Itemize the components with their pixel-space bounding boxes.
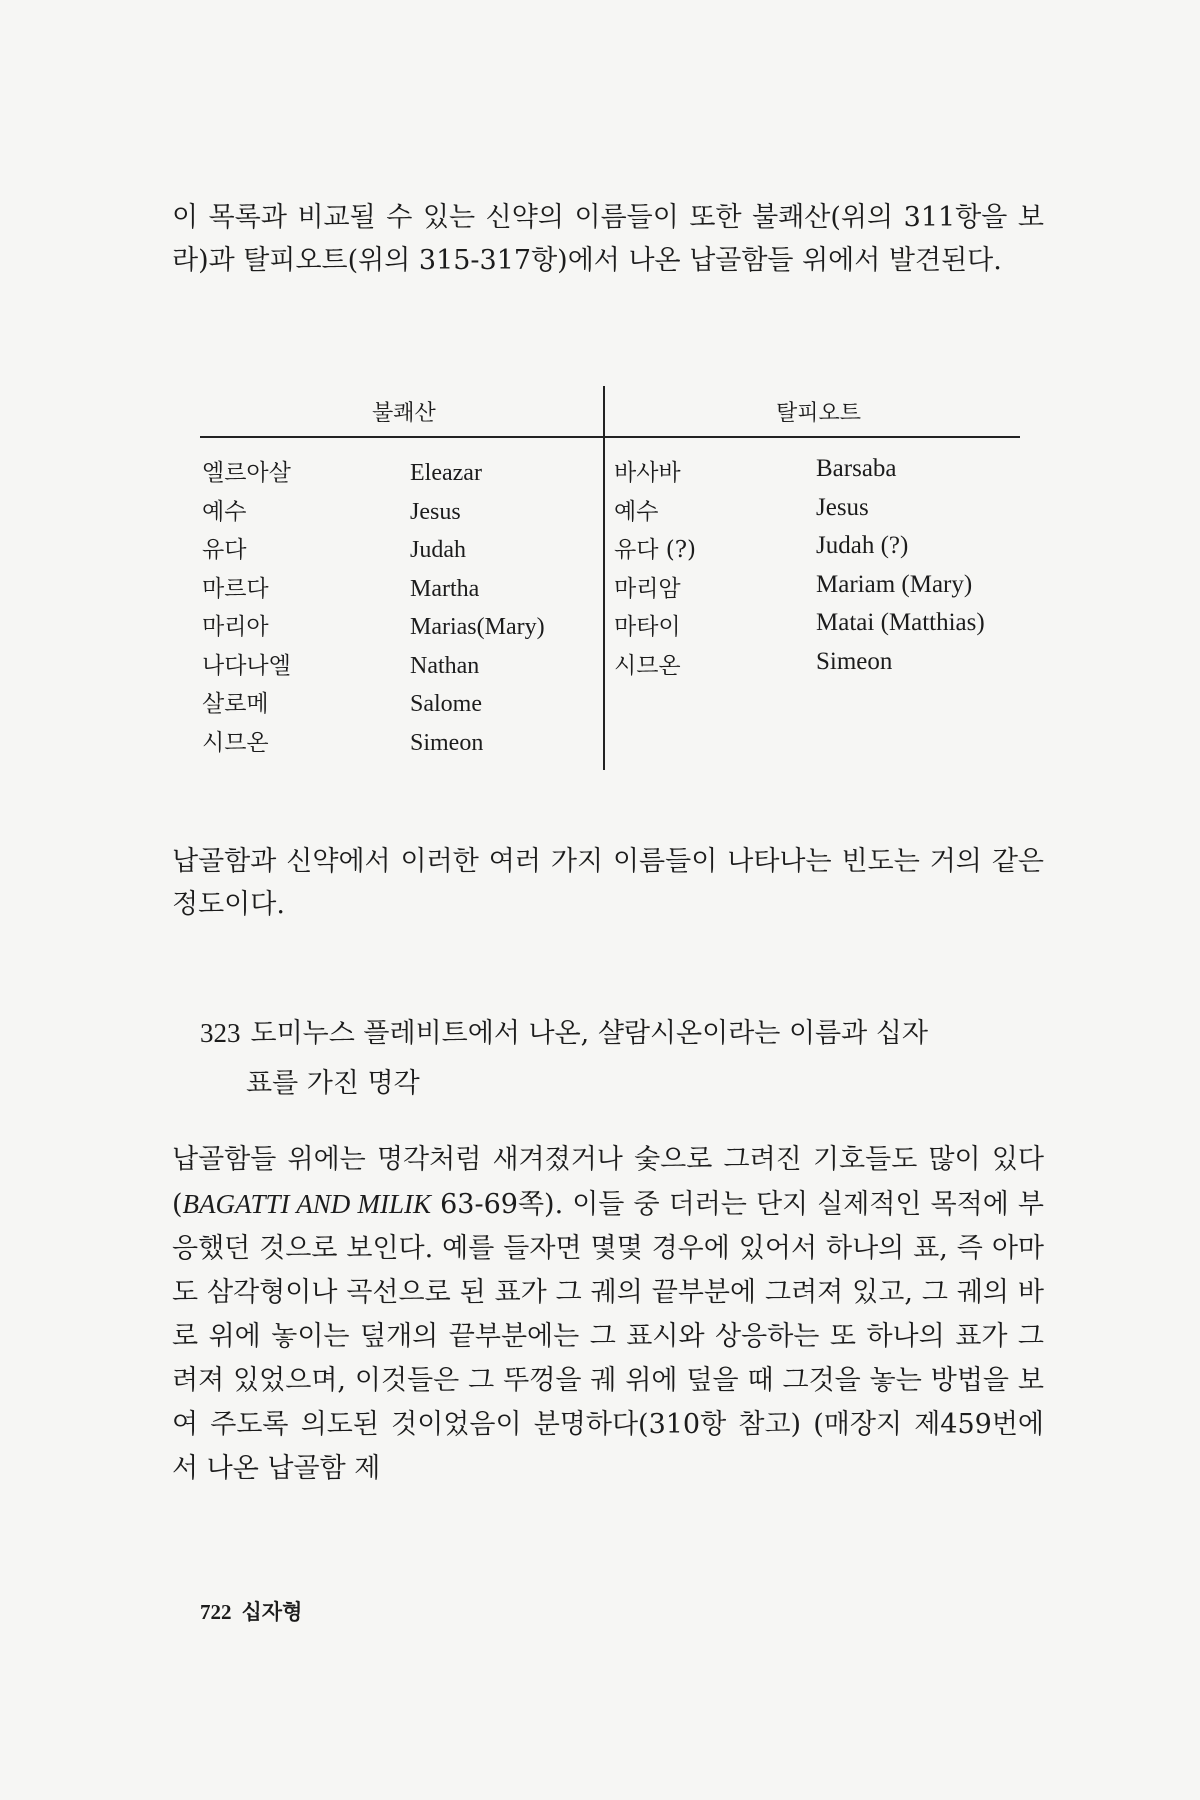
table-cell: 유다 (202, 537, 247, 563)
body-text-part1: 납골함들 위에는 명각처럼 새겨졌거나 숯으로 그려진 기호들도 많이 있다( (172, 1144, 1044, 1220)
table-heading-right: 탈피오트 (776, 401, 862, 426)
table-cell: 예수 (614, 498, 659, 525)
table-cell: 예수 (202, 498, 247, 525)
page-footer (200, 1596, 302, 1626)
table-cell: Salome (410, 691, 482, 717)
table-header-rule (200, 436, 1020, 438)
middle-paragraph: 납골함과 신약에서 이러한 여러 가지 이름들이 나타나는 빈도는 거의 같은 정도이다. (172, 846, 1044, 920)
body-paragraph (172, 1138, 1044, 1491)
table-cell: Eleazar (410, 460, 482, 486)
table-cell: 유다 (?) (614, 537, 697, 563)
right-english-names (816, 450, 985, 681)
table-cell: 마타이 (614, 614, 681, 640)
table-cell: 마리아 (202, 614, 269, 640)
table-cell: Judah (?) (816, 532, 909, 559)
table-cell: Jesus (410, 498, 461, 525)
table-cell: Jesus (816, 493, 869, 521)
table-cell: Judah (410, 537, 466, 563)
table-cell: Matai (Matthias) (816, 609, 985, 636)
table-cell: Marias(Mary) (410, 614, 545, 640)
intro-paragraph: 이 목록과 비교될 수 있는 신약의 이름들이 또한 불쾌산(위의 311항을 보라)과 탈피오트(위의 315-317항)에서 나온 납골함들 위에서 발견된다. (172, 202, 1044, 276)
table-cell: Mariam (Mary) (816, 570, 973, 598)
table-cell: Martha (410, 575, 480, 602)
right-korean-names (614, 454, 696, 685)
table-cell: 마르다 (202, 575, 269, 602)
table-cell: 바사바 (614, 460, 681, 486)
table-cell: Barsaba (816, 455, 897, 482)
table-heading-left: 불쾌산 (372, 401, 436, 426)
table-cell: 시므온 (202, 729, 269, 756)
left-korean-names (202, 454, 291, 762)
section-heading (200, 1008, 1044, 1109)
running-title: 십자형 (241, 1599, 303, 1624)
table-column-divider (603, 386, 605, 770)
section-title-line2: 표를 가진 명각 (246, 1068, 420, 1099)
left-english-names (410, 454, 545, 762)
table-cell: 엘르아살 (202, 460, 291, 486)
table-cell: Nathan (410, 652, 480, 679)
names-comparison-table (200, 386, 1020, 770)
body-text-part2: 63-69쪽). 이들 중 더러는 단지 실제적인 목적에 부응했던 것으로 보인다. 예를 들자면 몇몇 경우에 있어서 하나의 표, 즉 아마도 삼각형이나 곡선으로 된 표가 그 궤의 끝부분에 그려져 있고, 그 궤의 바로 위에 놓이는 덮개의 끝부분에는 그 표시와 상응하는 또 하나의 표가 그려져 있었으며, 이것들은 그 뚜껑을 궤 위에 덮을 때 그것을 놓는 방법을 보여 주도록 의도된 것이었음이 분명하다(310항 참고) (매장지 제459번에서 나온 납골함 제 (172, 1189, 1045, 1484)
table-cell: 시므온 (614, 652, 681, 679)
citation-reference: BAGATTI AND MILIK (182, 1189, 432, 1219)
table-cell: 나다나엘 (202, 652, 291, 679)
table-cell: Simeon (410, 729, 484, 756)
section-title-line1: 도미누스 플레비트에서 나온, 샬람시온이라는 이름과 십자 (250, 1018, 928, 1049)
table-cell: Simeon (816, 647, 893, 675)
table-cell: 살로메 (202, 691, 269, 717)
section-number: 323 (200, 1018, 241, 1048)
table-cell: 마리암 (614, 575, 681, 602)
page-number: 722 (200, 1600, 232, 1624)
